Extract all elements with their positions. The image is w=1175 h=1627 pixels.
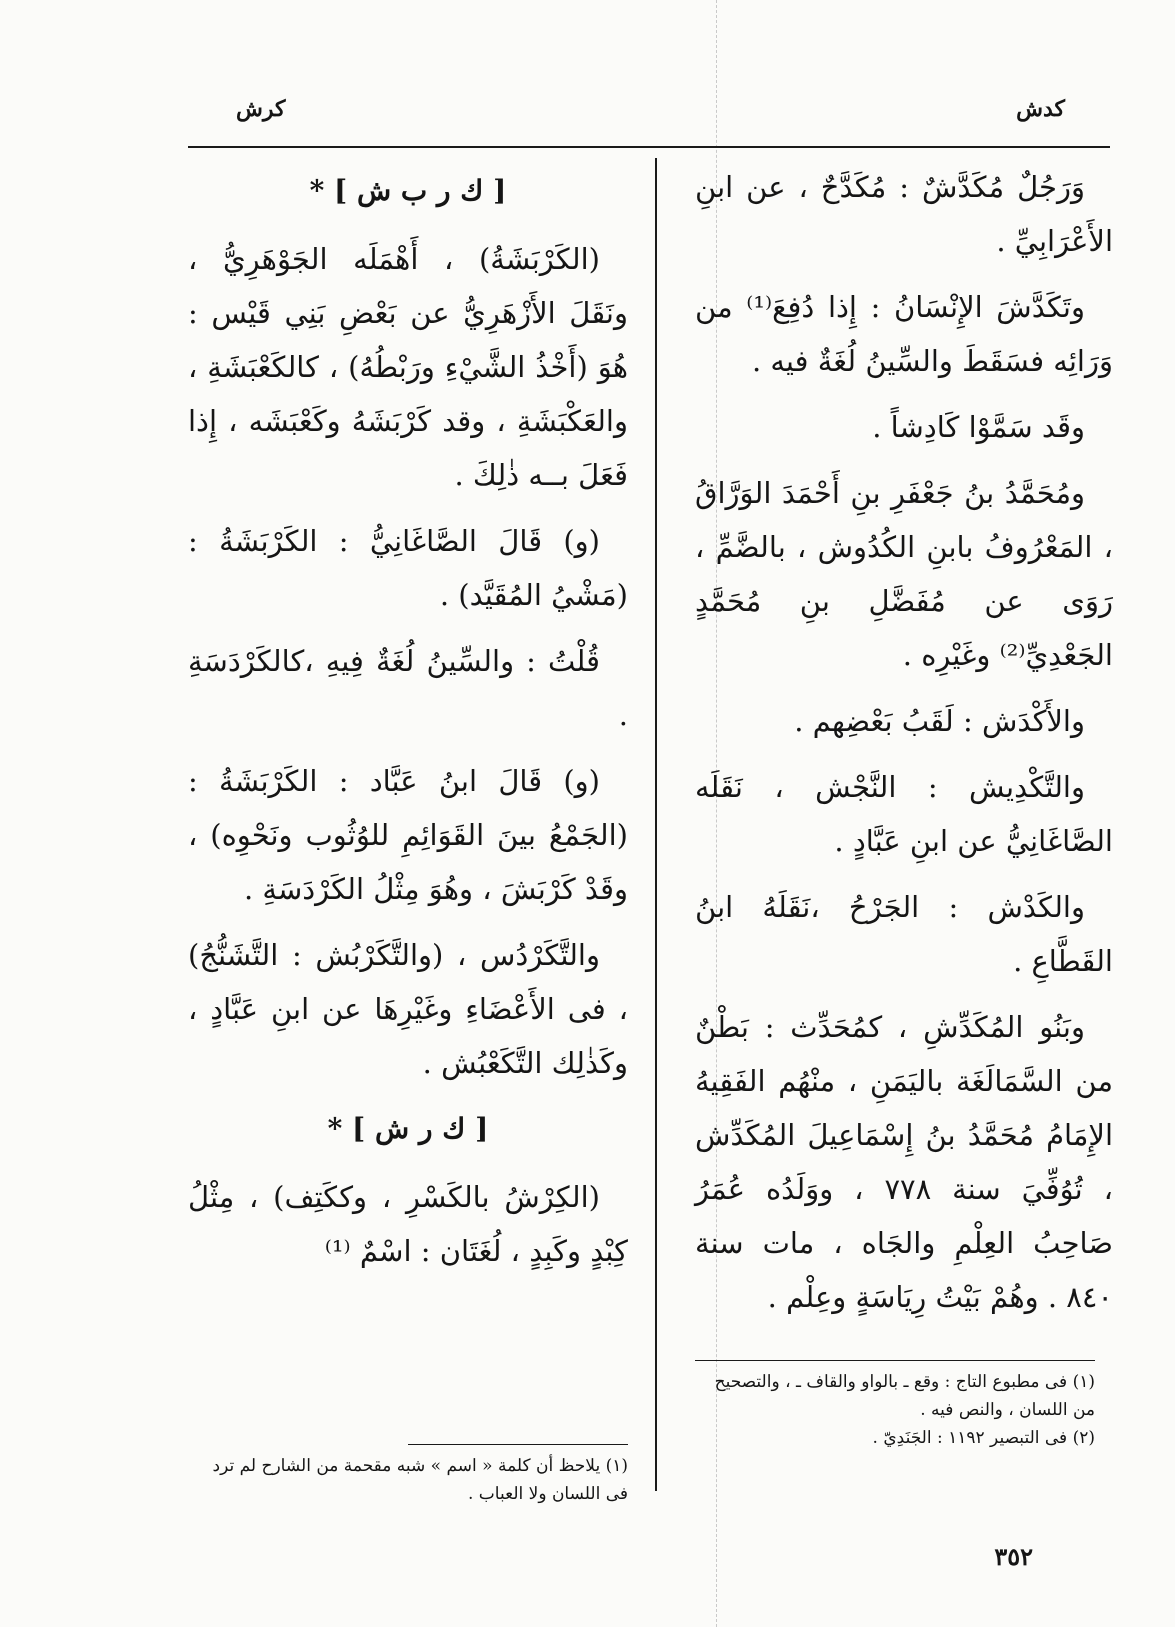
right-column bbox=[695, 160, 1113, 1328]
paragraph: (الكِرْشُ بالكَسْرِ ، وككَتِف) ، مِثْلُ كِبْدٍ وكَبِدٍ ، لُغَتَان : اسْمٌ ⁽¹⁾ bbox=[188, 1180, 628, 1268]
footnotes-right bbox=[695, 1368, 1095, 1452]
paragraph: وبَنُو المُكَدِّشِ ، كمُحَدِّث : بَطْنٌ من السَّمَالَغَة باليَمَنِ ، منْهُم الفَقِيهُ الإِمَامُ مُحَمَّدُ بنُ إِسْمَاعِيلَ المُكَدِّش ، تُوُفِّيَ سنة ٧٧٨ ، ووَلَدُه عُمَرُ صَاحِبُ العِلْمِ والجَاه ، مات سنة ٨٤٠ . وهُمْ بَيْتُ رِيَاسَةٍ وعِلْم . bbox=[695, 1010, 1113, 1314]
footnotes-left bbox=[188, 1452, 628, 1508]
paragraph: والكَدْش : الجَرْحُ ،نَقَلَهُ ابنُ القَطَّاعِ . bbox=[695, 890, 1113, 978]
column-divider bbox=[655, 158, 657, 1491]
paragraph: والأَكْدَش : لَقَبُ بَعْضِهم . bbox=[794, 704, 1085, 738]
header-right-title: كدش bbox=[1016, 96, 1065, 122]
paragraph: قُلْتُ : والسِّينُ لُغَةٌ فِيهِ ،كالكَرْدَسَةِ . bbox=[188, 644, 628, 732]
page-number: ٣٥٢ bbox=[994, 1542, 1033, 1571]
entry-heading: [ ك ر ب ش ] * bbox=[309, 174, 507, 207]
header-left-title: كرش bbox=[236, 96, 286, 122]
paragraph: (الكَرْبَشَةُ) ، أَهْمَلَه الجَوْهَرِيُّ ، ونَقَلَ الأَزْهَرِيُّ عن بَعْضِ بَنِي قَيْس : هُوَ (أَخْذُ الشَّيْءِ ورَبْطُهُ) ، كالكَعْبَشَةِ ، والعَكْبَشَةِ ، وقد كَرْبَشَهُ وكَعْبَشَه ، إِذا فَعَلَ بــه ذٰلِكَ . bbox=[188, 242, 628, 492]
footnote: (١) فى مطبوع التاج : وقع ـ بالواو والقاف ـ ، والتصحيح من اللسان ، والنص فيه . bbox=[714, 1372, 1095, 1420]
paragraph: ومُحَمَّدُ بنُ جَعْفَرِ بنِ أَحْمَدَ الوَرَّاقُ ، المَعْرُوفُ بابنِ الكُدُوش ، بالضَّمِّ ، رَوَى عن مُفَضَّلِ بنِ مُحَمَّدٍ الجَعْدِيِّ⁽²⁾ وغَيْرِه . bbox=[695, 476, 1113, 672]
left-column bbox=[188, 160, 628, 1282]
footnote: (١) يلاحظ أن كلمة « اسم » شبه مقحمة من الشارح لم ترد فى اللسان ولا العباب . bbox=[212, 1456, 628, 1504]
header-rule bbox=[188, 146, 1110, 148]
paragraph: وَرَجُلٌ مُكَدَّشٌ : مُكَدَّحٌ ، عن ابنِ الأَعْرَابِيِّ . bbox=[695, 170, 1113, 258]
paragraph: (و) قَالَ ابنُ عَبَّاد : الكَرْبَشَةُ : (الجَمْعُ بينَ القَوَائِمِ للوُثُوب ونَحْوِه) ، وقَدْ كَرْبَشَ ، وهُوَ مِثْلُ الكَرْدَسَةِ . bbox=[188, 764, 628, 906]
footnote: (٢) فى التبصير ١١٩٢ : الجَنَدِيّ . bbox=[872, 1428, 1095, 1448]
paragraph: والتَّكْدِيش : النَّجْش ، نَقَلَه الصَّاغَانِيُّ عن ابنِ عَبَّادٍ . bbox=[695, 770, 1113, 858]
paragraph: والتَّكَرْدُس ، (والتَّكَرْبُش : التَّشَنُّجُ) ، فى الأَعْضَاءِ وغَيْرِهَا عن ابنِ عَبَّادٍ ، وكَذٰلِك التَّكَعْبُش . bbox=[188, 938, 628, 1080]
footnote-rule-right bbox=[695, 1360, 1095, 1361]
paragraph: وتَكَدَّشَ الإِنْسَانُ : إِذا دُفِعَ⁽¹⁾ من وَرَائِه فسَقَطَ والسِّينُ لُغَةٌ فيه . bbox=[695, 290, 1113, 378]
footnote-rule-left bbox=[408, 1444, 628, 1445]
paragraph: (و) قَالَ الصَّاغَانِيُّ : الكَرْبَشَةُ : (مَشْيُ المُقَيَّد) . bbox=[188, 524, 628, 612]
entry-heading: [ ك ر ش ] * bbox=[327, 1112, 489, 1145]
paragraph: وقَد سَمَّوْا كَادِشاً . bbox=[872, 410, 1085, 444]
